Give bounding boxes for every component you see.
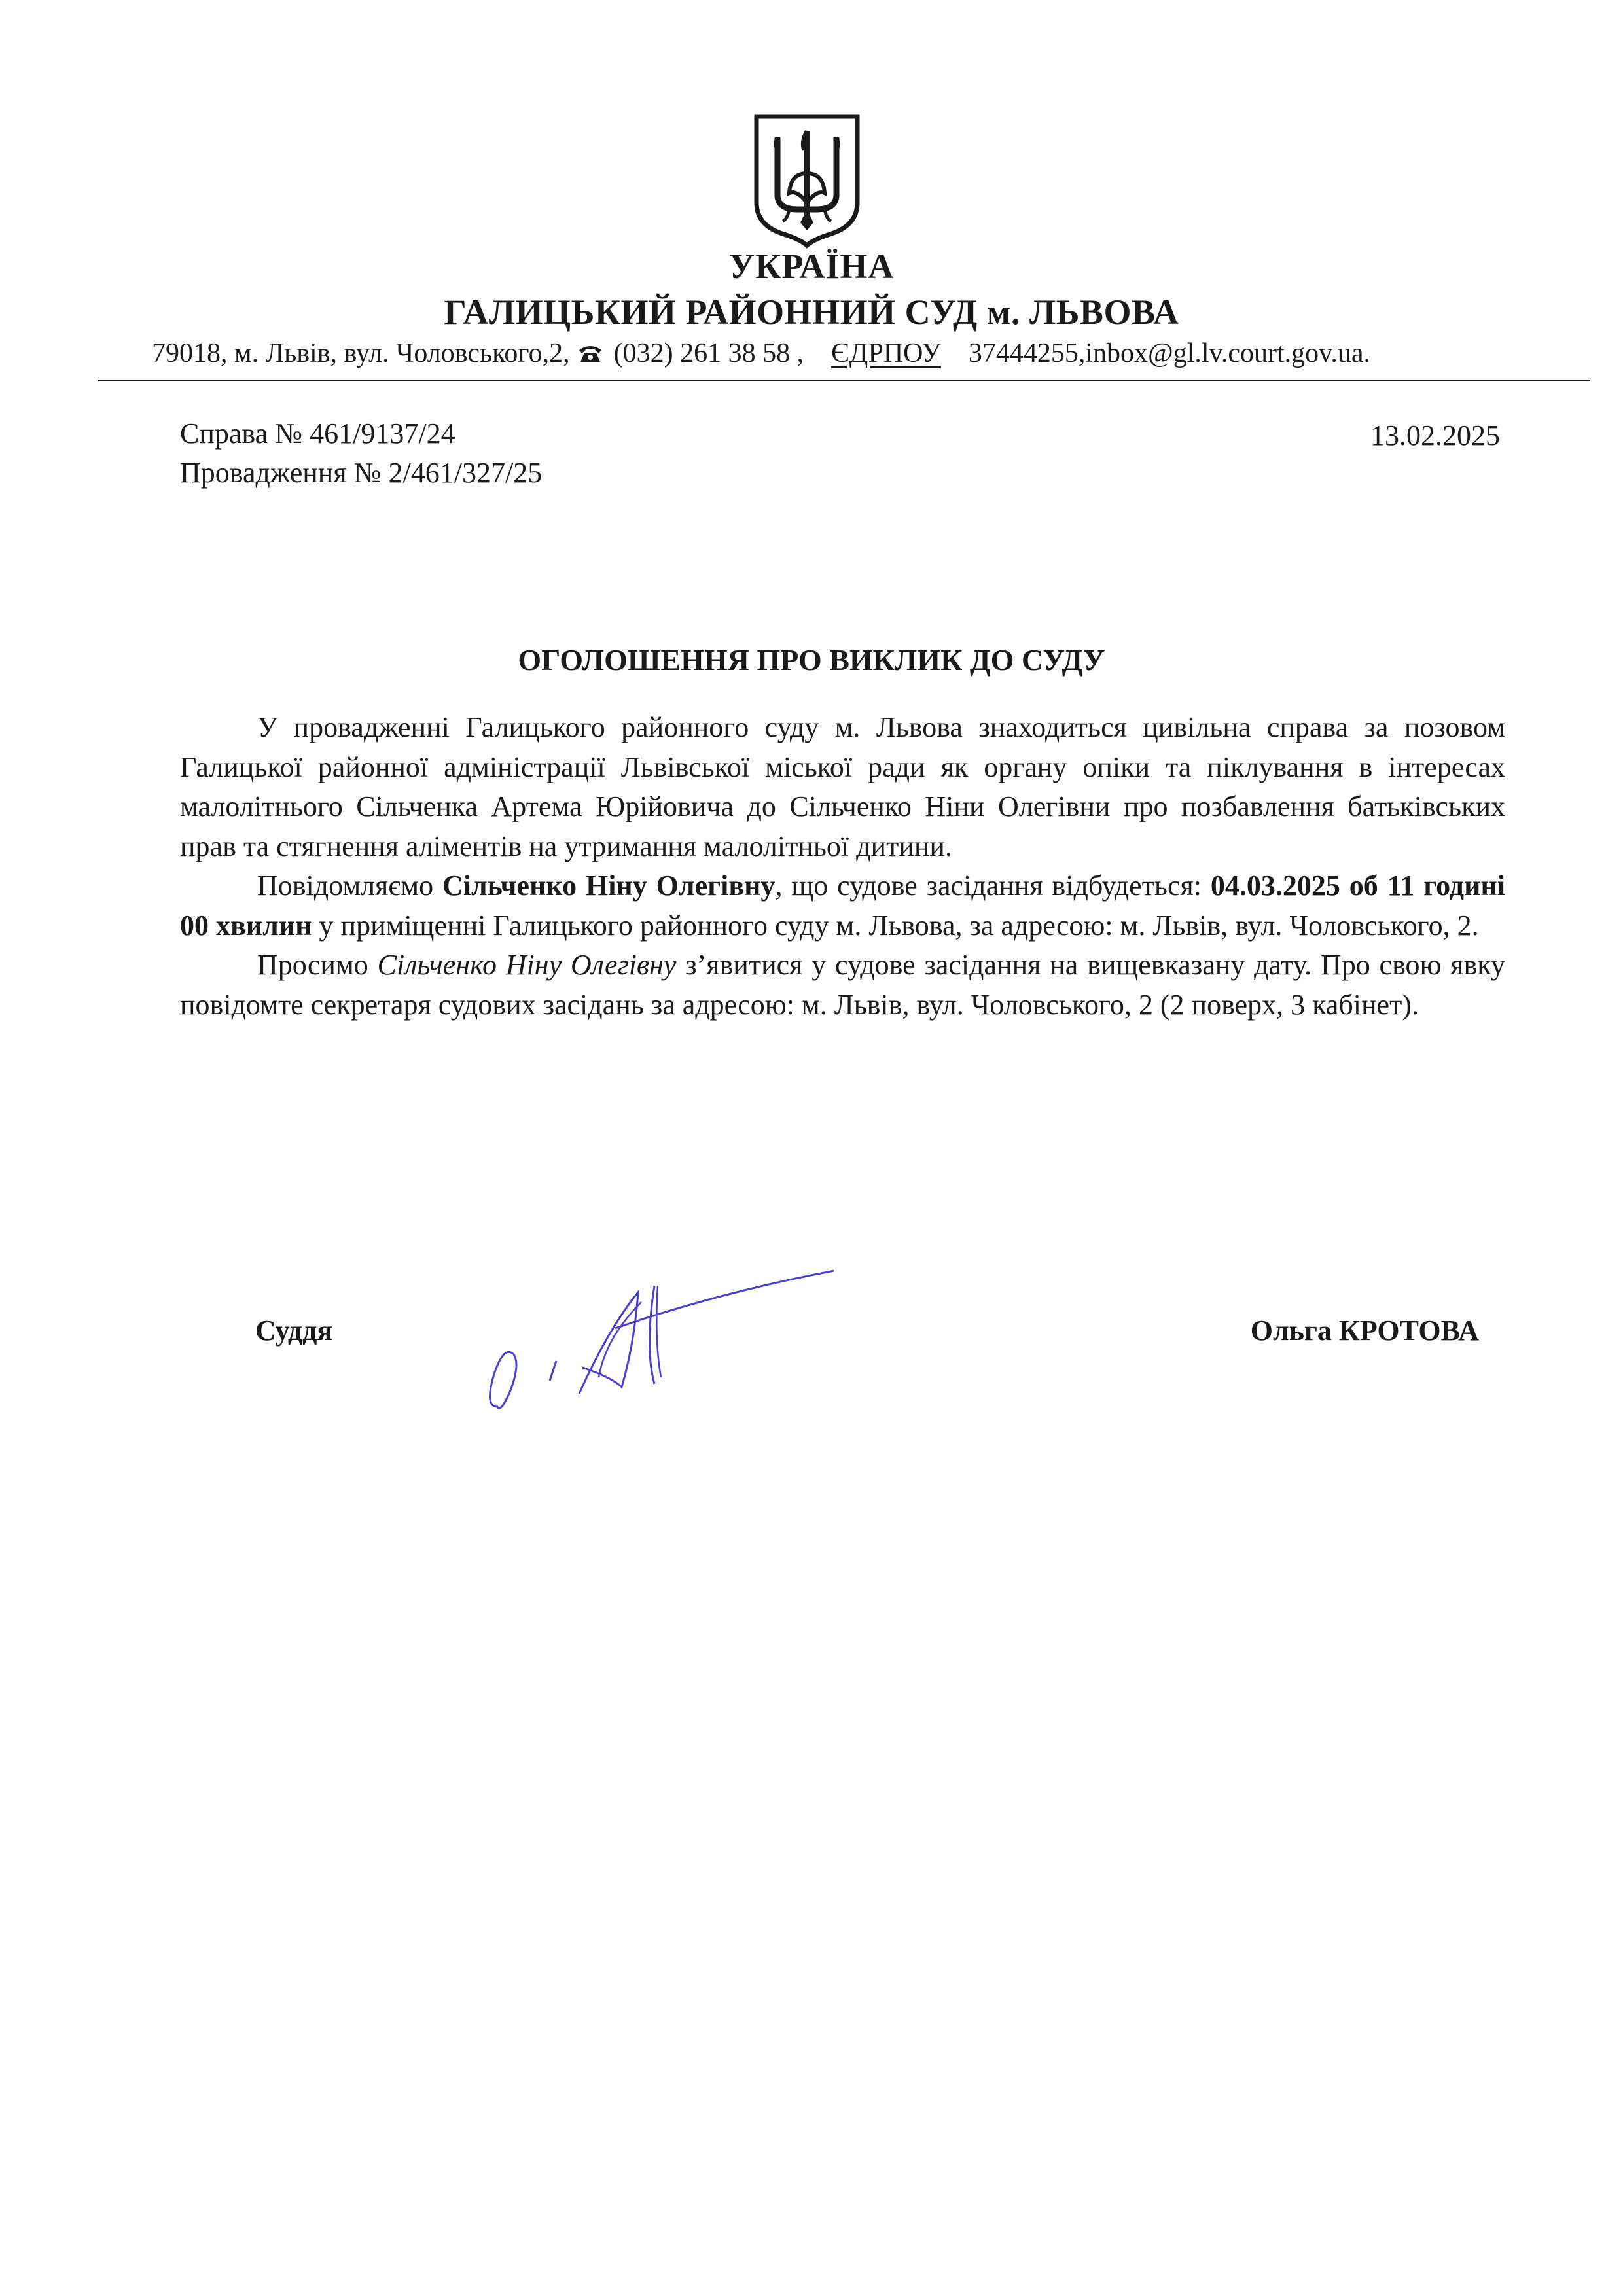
header-divider (98, 380, 1590, 381)
judge-name: Ольга КРОТОВА (1250, 1315, 1479, 1347)
edrpou-and-email: 37444255,inbox@gl.lv.court.gov.ua. (968, 338, 1371, 368)
court-address: 79018, м. Львів, вул. Чоловського,2, (152, 338, 570, 368)
telephone-icon (578, 344, 603, 363)
proceeding-number: Провадження № 2/461/327/25 (180, 457, 543, 489)
edrpou-label: ЄДРПОУ (831, 338, 941, 368)
hearing-datetime: 04.03.2025 об 11 годині 00 хвилин (180, 870, 1505, 942)
handwritten-signature (458, 1230, 851, 1426)
notice-body (180, 708, 1505, 1025)
defendant-name-italic: Сільченко Ніну Олегівну (377, 949, 677, 981)
paragraph-appearance-request: Просимо Сільченко Ніну Олегівну з’явитися у судове засідання на вищевказану дату. Про свою явку повідомте секретаря судових засідань за адресою: м. Львів, вул. Чоловського, 2 (2 поверх, 3 кабінет). (180, 949, 1505, 1021)
case-number: Справа № 461/9137/24 (180, 417, 455, 450)
court-contact-line (152, 338, 1578, 369)
court-phone: (032) 261 38 58 , (613, 338, 804, 368)
paragraph-case-description: У провадженні Галицького районного суду м. Львова знаходиться цивільна справа за позовом Галицької районної адміністрації Львівської міської ради як органу опіки та піклування в інтересах малолітнього Сільченка Артема Юрійовича до Сільченко Ніни Олегівни про позбавлення батьківських прав та стягнення аліментів на утримання малолітньої дитини. (180, 711, 1505, 862)
notice-title: ОГОЛОШЕННЯ ПРО ВИКЛИК ДО СУДУ (518, 643, 1105, 677)
paragraph-hearing-info: Повідомляємо Сільченко Ніну Олегівну, що судове засідання відбудеться: 04.03.2025 об 11 годині 00 хвилин у приміщенні Галицького районного суду м. Львова, за адресою: м. Львів, вул. Чоловського, 2. (180, 870, 1505, 942)
document-date: 13.02.2025 (1370, 419, 1500, 451)
defendant-name: Сільченко Ніну Олегівну (442, 870, 776, 902)
judge-role-label: Суддя (255, 1315, 333, 1347)
court-name-heading: ГАЛИЦЬКИЙ РАЙОННИЙ СУД м. ЛЬВОВА (444, 292, 1179, 332)
country-heading: УКРАЇНА (728, 247, 895, 286)
trident-coat-of-arms-icon (751, 111, 863, 249)
